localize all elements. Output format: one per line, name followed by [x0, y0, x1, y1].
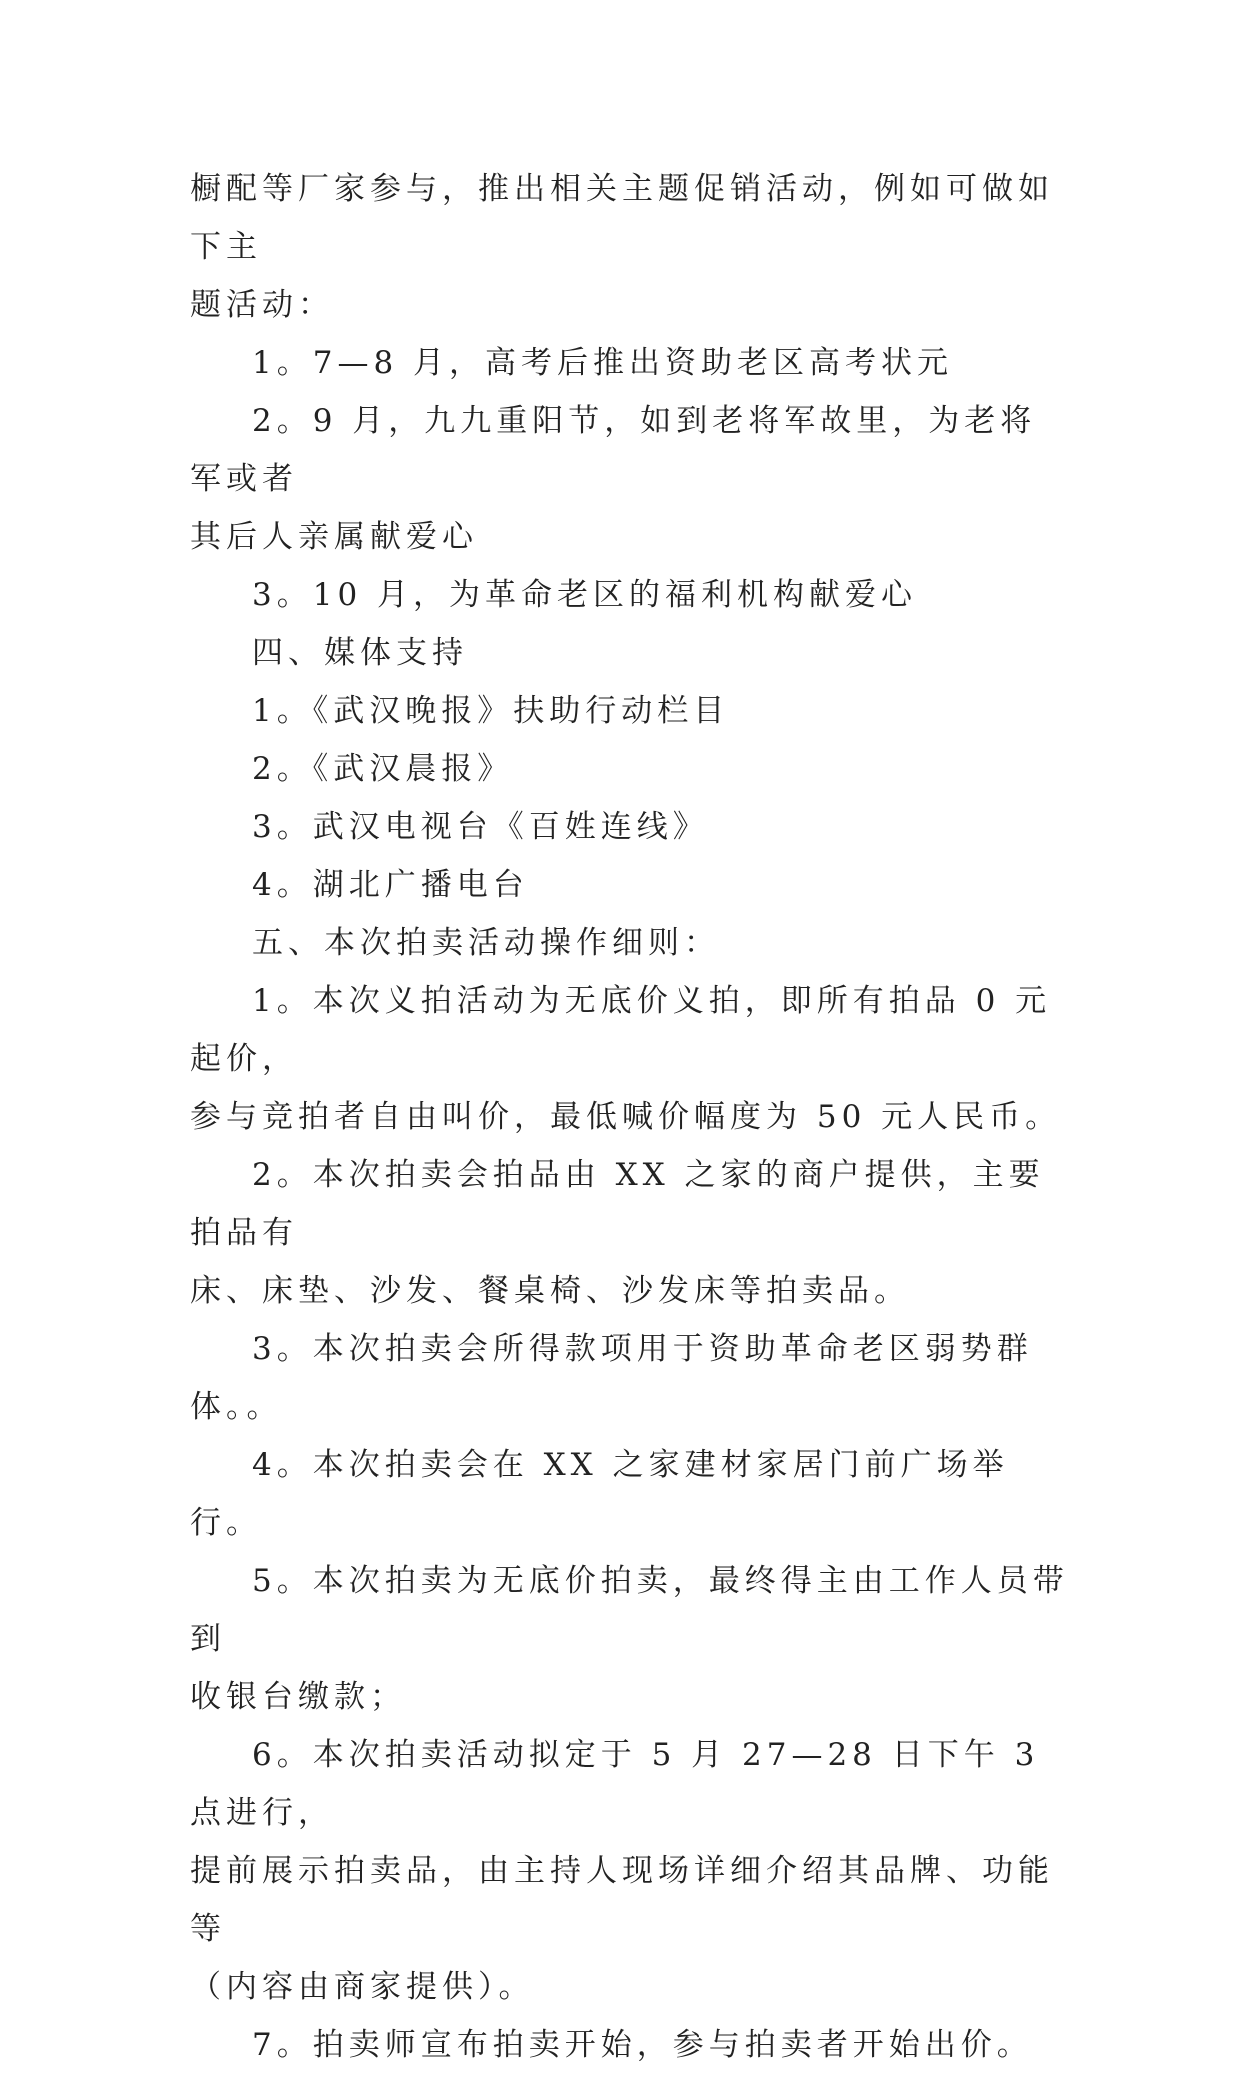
list-item: 2。本次拍卖会拍品由 XX 之家的商户提供，主要拍品有 — [190, 1157, 1045, 1251]
text-line: 橱配等厂家参与，推出相关主题促销活动，例如可做如下主 — [190, 171, 1054, 265]
list-item: 3。10 月，为革命老区的福利机构献爱心 — [252, 577, 918, 613]
text-line: 床、床垫、沙发、餐桌椅、沙发床等拍卖品。 — [190, 1273, 910, 1309]
list-item: 4。本次拍卖会在 XX 之家建材家居门前广场举行。 — [190, 1447, 1009, 1541]
list-item: 2。《武汉晨报》 — [252, 751, 514, 787]
list-item: 1。《武汉晚报》扶助行动栏目 — [252, 693, 730, 729]
text-line: 参与竞拍者自由叫价，最低喊价幅度为 50 元人民币。 — [190, 1099, 1062, 1135]
document-body — [190, 160, 1070, 2074]
list-item: 3。本次拍卖会所得款项用于资助革命老区弱势群体。。 — [190, 1331, 1033, 1425]
text-line: 收银台缴款； — [190, 1679, 406, 1715]
list-item: 5。本次拍卖为无底价拍卖，最终得主由工作人员带到 — [190, 1563, 1069, 1657]
text-line: 提前展示拍卖品，由主持人现场详细介绍其品牌、功能等 — [190, 1853, 1054, 1947]
list-item: 2。9 月，九九重阳节，如到老将军故里，为老将军或者 — [190, 403, 1037, 497]
list-item: 6。本次拍卖活动拟定于 5 月 27—28 日下午 3 点进行， — [190, 1737, 1055, 1831]
section-heading: 五、本次拍卖活动操作细则： — [252, 925, 720, 961]
text-line: 题活动： — [190, 287, 334, 323]
section-heading: 四、媒体支持 — [252, 635, 468, 671]
list-item: 3。武汉电视台《百姓连线》 — [252, 809, 709, 845]
list-item: 7。拍卖师宣布拍卖开始，参与拍卖者开始出价。 — [252, 2027, 1033, 2063]
list-item: 1。本次义拍活动为无底价义拍，即所有拍品 0 元起价， — [190, 983, 1052, 1077]
list-item: 4。湖北广播电台 — [252, 867, 529, 903]
text-line: （内容由商家提供）。 — [190, 1969, 535, 2005]
list-item: 1。7—8 月，高考后推出资助老区高考状元 — [252, 345, 954, 381]
text-line: 其后人亲属献爱心 — [190, 519, 478, 555]
